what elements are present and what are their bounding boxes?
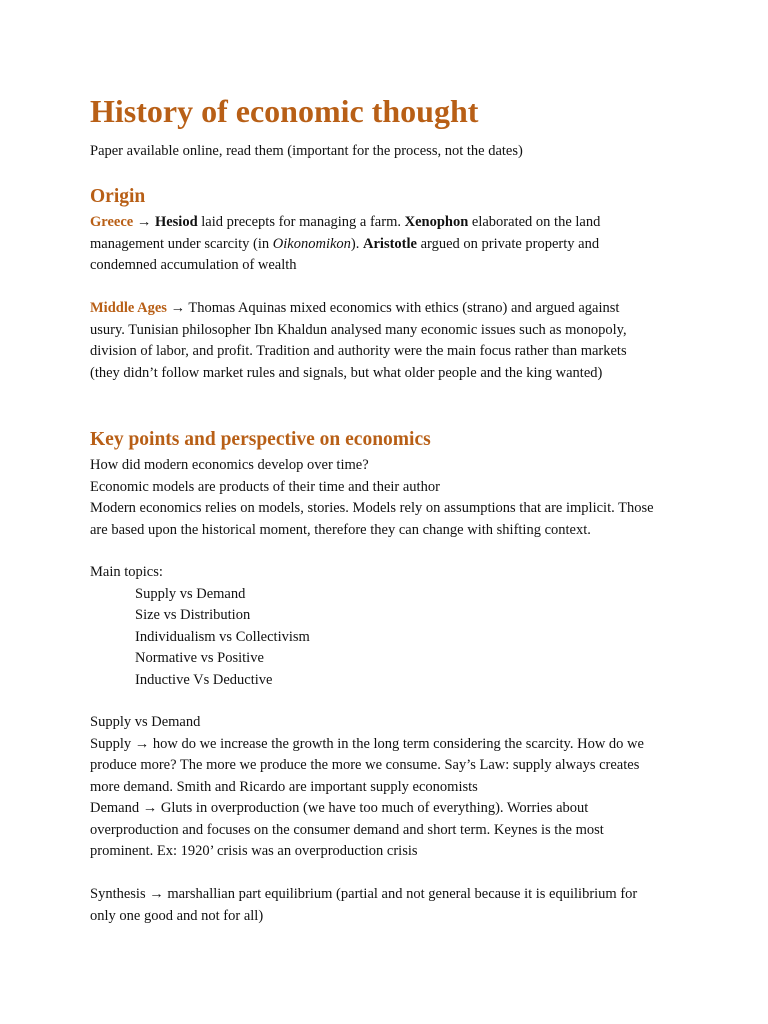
supply-demand-paragraph <box>90 712 690 863</box>
oikonomikon-title: Oikonomikon <box>272 235 351 252</box>
synthesis-paragraph <box>90 884 690 927</box>
supply-demand-line: prominent. Ex: 1920’ crisis was an overproduction crisis <box>90 843 418 859</box>
greece-paragraph <box>90 212 690 277</box>
greece-text-2: elaborated on the land <box>468 214 601 230</box>
greece-text-3: management under scarcity (in <box>90 235 273 252</box>
aristotle-name: Aristotle <box>363 235 417 252</box>
greece-line-2 <box>90 234 690 256</box>
topic-item: Inductive Vs Deductive <box>135 671 273 688</box>
xenophon-name: Xenophon <box>404 214 469 230</box>
greece-text-4: ). <box>350 235 364 252</box>
greece-line-3: condemned accumulation of wealth <box>90 257 297 273</box>
main-topics-block <box>90 562 690 691</box>
main-topics-label: Main topics: <box>90 564 163 580</box>
middle-ages-line-1 <box>90 298 690 320</box>
supply-demand-line: overproduction and focuses on the consumer demand and short term. Keynes is the most <box>90 821 604 838</box>
topic-item: Supply vs Demand <box>135 585 246 602</box>
middle-ages-line-4: (they didn’t follow market rules and signals, but what older people and the king wanted) <box>90 364 603 381</box>
middle-ages-line-2: usury. Tunisian philosopher Ibn Khaldun analysed many economic issues such as monopoly, <box>90 321 627 338</box>
middle-ages-paragraph <box>90 298 690 384</box>
key-points-line-2: Economic models are products of their time and their author <box>90 478 440 495</box>
supply-demand-line: Demand → Gluts in overproduction (we have too much of everything). Worries about <box>90 800 589 816</box>
supply-demand-line: Supply vs Demand <box>90 714 201 730</box>
key-points-line-1: How did modern economics develop over time? <box>90 457 369 473</box>
greece-text-5: argued on private property and <box>416 235 600 252</box>
hesiod-name: Hesiod <box>154 214 198 230</box>
supply-demand-line: more demand. Smith and Ricardo are important supply economists <box>90 778 478 795</box>
greece-arrow: → <box>133 214 155 230</box>
middle-ages-text-1: → Thomas Aquinas mixed economics with ethics (strano) and argued against <box>166 300 620 316</box>
origin-heading: Origin <box>90 186 146 207</box>
supply-demand-line: produce more? The more we produce the more we consume. Say’s Law: supply always creates <box>90 757 640 773</box>
topic-item: Normative vs Positive <box>135 650 264 666</box>
key-points-heading: Key points and perspective on economics <box>90 429 431 450</box>
greece-line-1 <box>90 212 690 234</box>
key-points-line-3: Modern economics relies on models, stories. Models rely on assumptions that are implicit. Those <box>90 500 654 516</box>
middle-ages-lead: Middle Ages <box>90 300 167 316</box>
key-points-paragraph <box>90 455 690 541</box>
topic-item: Individualism vs Collectivism <box>135 628 310 645</box>
key-points-line-4: are based upon the historical moment, therefore they can change with shifting context. <box>90 521 591 538</box>
page-title: History of economic thought <box>90 93 479 129</box>
page-subtitle: Paper available online, read them (important for the process, not the dates) <box>90 143 523 159</box>
middle-ages-line-3: division of labor, and profit. Tradition and authority were the main focus rather than markets <box>90 343 627 359</box>
greece-text-1: laid precepts for managing a farm. <box>197 214 405 230</box>
greece-lead: Greece <box>90 214 134 230</box>
synthesis-line: only one good and not for all) <box>90 907 264 924</box>
topic-item: Size vs Distribution <box>135 607 251 623</box>
synthesis-line: Synthesis → marshallian part equilibrium (partial and not general because it is equilibrium for <box>90 886 638 902</box>
supply-demand-line: Supply → how do we increase the growth in the long term considering the scarcity. How do we <box>90 735 644 752</box>
